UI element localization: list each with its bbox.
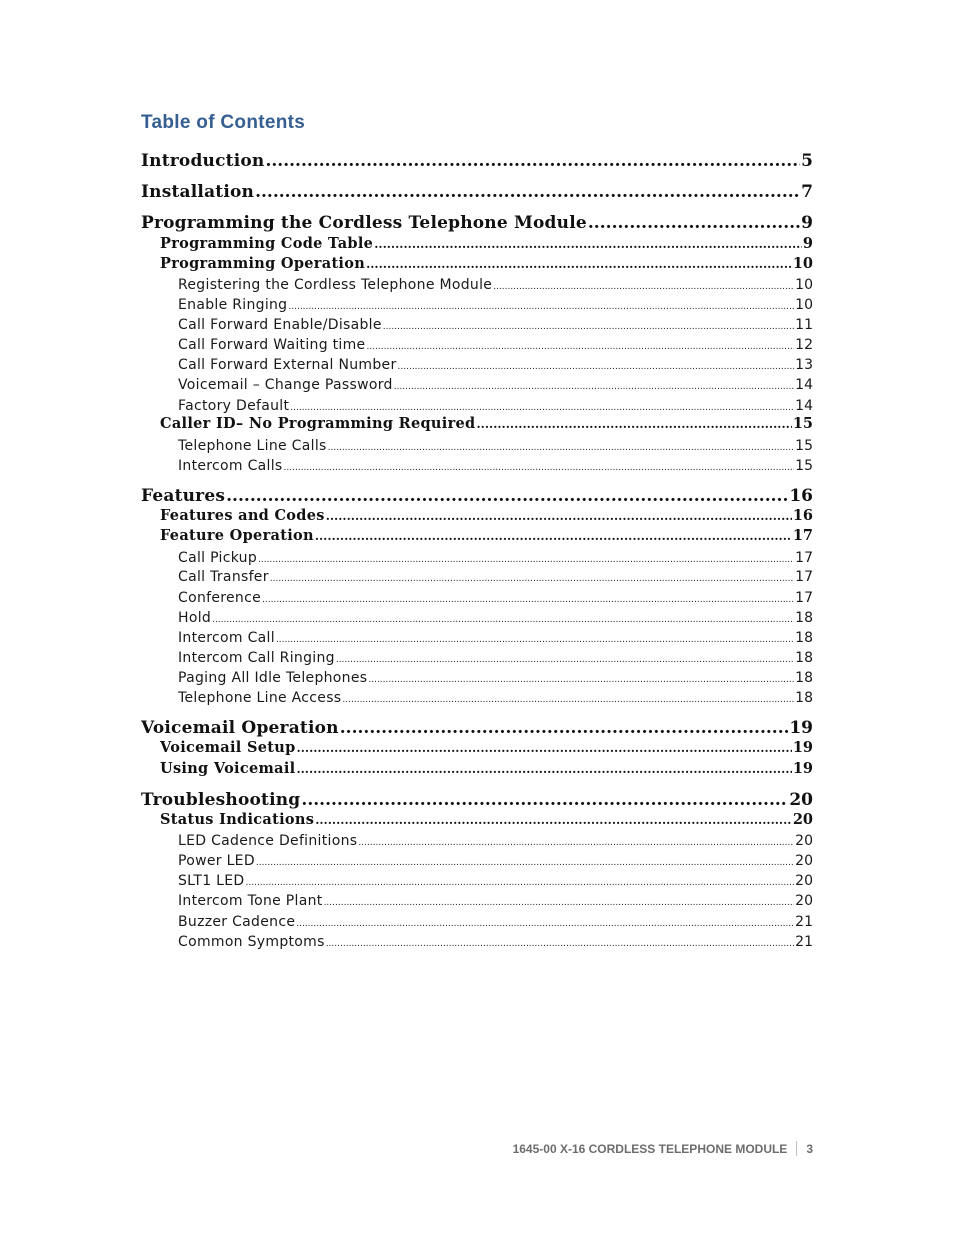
toc-entry-page-number: 18	[795, 690, 813, 706]
toc-dot-leader	[258, 556, 794, 565]
toc-entry[interactable]	[178, 459, 813, 473]
toc-entry-page-number: 20	[795, 873, 813, 889]
toc-entry-page-number: 15	[792, 415, 813, 432]
toc-entry-page-number: 15	[795, 438, 813, 454]
toc-entry-page-number: 5	[801, 151, 813, 171]
footer-document-title: 1645-00 X-16 CORDLESS TELEPHONE MODULE	[512, 1141, 788, 1156]
toc-entry-page-number: 10	[792, 255, 813, 272]
toc-dot-leader	[366, 258, 792, 270]
footer-divider	[796, 1141, 797, 1156]
toc-entry-page-number: 17	[795, 569, 813, 585]
toc-entry-page-number: 19	[792, 739, 813, 756]
toc-entry[interactable]	[141, 153, 813, 170]
page-footer	[513, 1141, 813, 1156]
toc-dot-leader	[328, 444, 795, 453]
toc-entry-page-number: 17	[795, 590, 813, 606]
toc-dot-leader	[394, 383, 794, 392]
toc-entry-page-number: 14	[795, 398, 813, 414]
toc-dot-leader	[366, 343, 794, 352]
toc-entry[interactable]	[178, 671, 813, 685]
toc-entry[interactable]	[178, 854, 813, 868]
toc-entry-page-number: 20	[789, 790, 813, 810]
toc-entry-label: Caller ID– No Programming Required	[160, 415, 476, 432]
toc-dot-leader	[374, 238, 802, 250]
toc-entry-label: Telephone Line Calls	[178, 438, 327, 454]
toc-entry-page-number: 19	[792, 760, 813, 777]
toc-entry-page-number: 16	[789, 486, 813, 506]
toc-entry-page-number: 18	[795, 630, 813, 646]
toc-entry[interactable]	[178, 570, 813, 584]
toc-entry-page-number: 10	[795, 277, 813, 293]
toc-entry[interactable]	[178, 378, 813, 392]
toc-dot-leader	[315, 814, 792, 826]
toc-entry-page-number: 11	[795, 317, 813, 333]
toc-dot-leader	[270, 575, 794, 584]
toc-entry-label: Enable Ringing	[178, 297, 288, 313]
toc-entry[interactable]	[160, 813, 813, 828]
toc-entry[interactable]	[178, 298, 813, 312]
toc-entry[interactable]	[178, 915, 813, 929]
toc-entry[interactable]	[178, 691, 813, 705]
toc-entry-label: Power LED	[178, 853, 255, 869]
toc-entry-page-number: 10	[795, 297, 813, 313]
toc-entry-label: Call Forward Waiting time	[178, 337, 366, 353]
toc-entry-label: SLT1 LED	[178, 873, 245, 889]
toc-entry[interactable]	[178, 591, 813, 605]
toc-entry-page-number: 21	[795, 934, 813, 950]
toc-entry-label: Introduction	[141, 151, 265, 171]
toc-entry-page-number: 20	[795, 893, 813, 909]
footer-page-number: 3	[806, 1141, 813, 1156]
toc-dot-leader	[588, 215, 800, 232]
toc-entry[interactable]	[141, 792, 813, 809]
toc-entry[interactable]	[160, 417, 813, 432]
toc-entry[interactable]	[141, 488, 813, 505]
toc-entry-label: Call Transfer	[178, 569, 269, 585]
toc-dot-leader	[476, 418, 791, 430]
toc-entry-label: LED Cadence Definitions	[178, 833, 358, 849]
toc-dot-leader	[290, 404, 794, 413]
toc-entry-label: Intercom Calls	[178, 458, 283, 474]
toc-entry-page-number: 20	[792, 811, 813, 828]
toc-dot-leader	[284, 464, 795, 473]
toc-entry-label: Features	[141, 486, 226, 506]
toc-dot-leader	[340, 720, 789, 737]
toc-entry-label: Programming Operation	[160, 255, 366, 272]
toc-dot-leader	[296, 920, 794, 929]
toc-entry-label: Intercom Call	[178, 630, 275, 646]
toc-entry-page-number: 14	[795, 377, 813, 393]
toc-entry-label: Voicemail Setup	[160, 739, 296, 756]
toc-dot-leader	[226, 488, 788, 505]
toc-entry-page-number: 15	[795, 458, 813, 474]
toc-entry[interactable]	[178, 834, 813, 848]
toc-entry-label: Conference	[178, 590, 262, 606]
toc-dot-leader	[324, 899, 795, 908]
toc-entry[interactable]	[160, 257, 813, 272]
toc-entry[interactable]	[160, 741, 813, 756]
toc-dot-leader	[276, 636, 794, 645]
toc-entry-label: Paging All Idle Telephones	[178, 670, 368, 686]
toc-dot-leader	[297, 742, 792, 754]
toc-dot-leader	[212, 616, 794, 625]
toc-entry-page-number: 20	[795, 853, 813, 869]
toc-dot-leader	[383, 323, 794, 332]
toc-dot-leader	[256, 859, 794, 868]
toc-entry[interactable]	[178, 358, 813, 372]
toc-entry-page-number: 17	[795, 550, 813, 566]
toc-dot-leader	[288, 303, 794, 312]
toc-dot-leader	[326, 510, 792, 522]
toc-entry[interactable]	[178, 338, 813, 352]
toc-entry[interactable]	[141, 215, 813, 232]
toc-dot-leader	[368, 676, 794, 685]
toc-entry-page-number: 18	[795, 610, 813, 626]
toc-entry-label: Common Symptoms	[178, 934, 325, 950]
toc-entry-page-number: 19	[789, 718, 813, 738]
toc-entry-page-number: 9	[802, 235, 813, 252]
toc-entry[interactable]	[160, 762, 813, 777]
toc-dot-leader	[315, 530, 792, 542]
toc-entry-label: Intercom Call Ringing	[178, 650, 335, 666]
toc-entry[interactable]	[141, 720, 813, 737]
toc-entry-page-number: 9	[801, 213, 813, 233]
toc-dot-leader	[301, 792, 788, 809]
toc-entry[interactable]	[178, 278, 813, 292]
toc-entry[interactable]	[178, 874, 813, 888]
toc-entry-page-number: 7	[801, 182, 813, 202]
toc-entry-label: Telephone Line Access	[178, 690, 342, 706]
toc-entry-label: Hold	[178, 610, 212, 626]
toc-entry[interactable]	[178, 894, 813, 908]
toc-entry-label: Voicemail Operation	[141, 718, 339, 738]
toc-entry-label: Installation	[141, 182, 255, 202]
toc-entry-label: Troubleshooting	[141, 790, 301, 810]
toc-entry-label: Programming Code Table	[160, 235, 374, 252]
toc-entry-label: Factory Default	[178, 398, 290, 414]
toc-dot-leader	[493, 283, 794, 292]
toc-entry-label: Call Pickup	[178, 550, 258, 566]
toc-entry-label: Call Forward Enable/Disable	[178, 317, 382, 333]
toc-entry[interactable]	[178, 935, 813, 949]
toc-entry[interactable]	[178, 551, 813, 565]
toc-dot-leader	[255, 184, 800, 201]
toc-dot-leader	[342, 696, 794, 705]
toc-entry-label: Call Forward External Number	[178, 357, 397, 373]
toc-entry[interactable]	[178, 399, 813, 413]
toc-entry[interactable]	[141, 184, 813, 201]
toc-entry-label: Status Indications	[160, 811, 315, 828]
toc-entry-page-number: 20	[795, 833, 813, 849]
toc-dot-leader	[265, 153, 800, 170]
toc-entry[interactable]	[160, 237, 813, 252]
toc-dot-leader	[326, 940, 794, 949]
toc-entry-label: Voicemail – Change Password	[178, 377, 393, 393]
toc-entry[interactable]	[178, 631, 813, 645]
toc-entry-label: Intercom Tone Plant	[178, 893, 323, 909]
toc-entry-label: Features and Codes	[160, 507, 325, 524]
toc-entry[interactable]	[178, 611, 813, 625]
toc-entry[interactable]	[178, 651, 813, 665]
toc-dot-leader	[296, 763, 791, 775]
toc-entry[interactable]	[160, 529, 813, 544]
toc-entry[interactable]	[178, 318, 813, 332]
toc-entry[interactable]	[160, 509, 813, 524]
toc-dot-leader	[336, 656, 794, 665]
toc-dot-leader	[262, 596, 794, 605]
toc-dot-leader	[398, 363, 795, 372]
toc-dot-leader	[358, 839, 794, 848]
toc-entry[interactable]	[178, 439, 813, 453]
toc-entry-page-number: 12	[795, 337, 813, 353]
toc-entry-page-number: 16	[792, 507, 813, 524]
toc-title: Table of Contents	[141, 112, 306, 133]
toc-dot-leader	[246, 879, 795, 888]
toc-entry-label: Buzzer Cadence	[178, 914, 296, 930]
toc-entry-label: Using Voicemail	[160, 760, 296, 777]
toc-entry-page-number: 18	[795, 670, 813, 686]
toc-entry-page-number: 18	[795, 650, 813, 666]
toc-entry-label: Registering the Cordless Telephone Module	[178, 277, 493, 293]
toc-list	[141, 0, 813, 1235]
toc-entry-label: Programming the Cordless Telephone Module	[141, 213, 587, 233]
toc-entry-page-number: 17	[792, 527, 813, 544]
toc-entry-label: Feature Operation	[160, 527, 314, 544]
toc-entry-page-number: 21	[795, 914, 813, 930]
toc-entry-page-number: 13	[795, 357, 813, 373]
